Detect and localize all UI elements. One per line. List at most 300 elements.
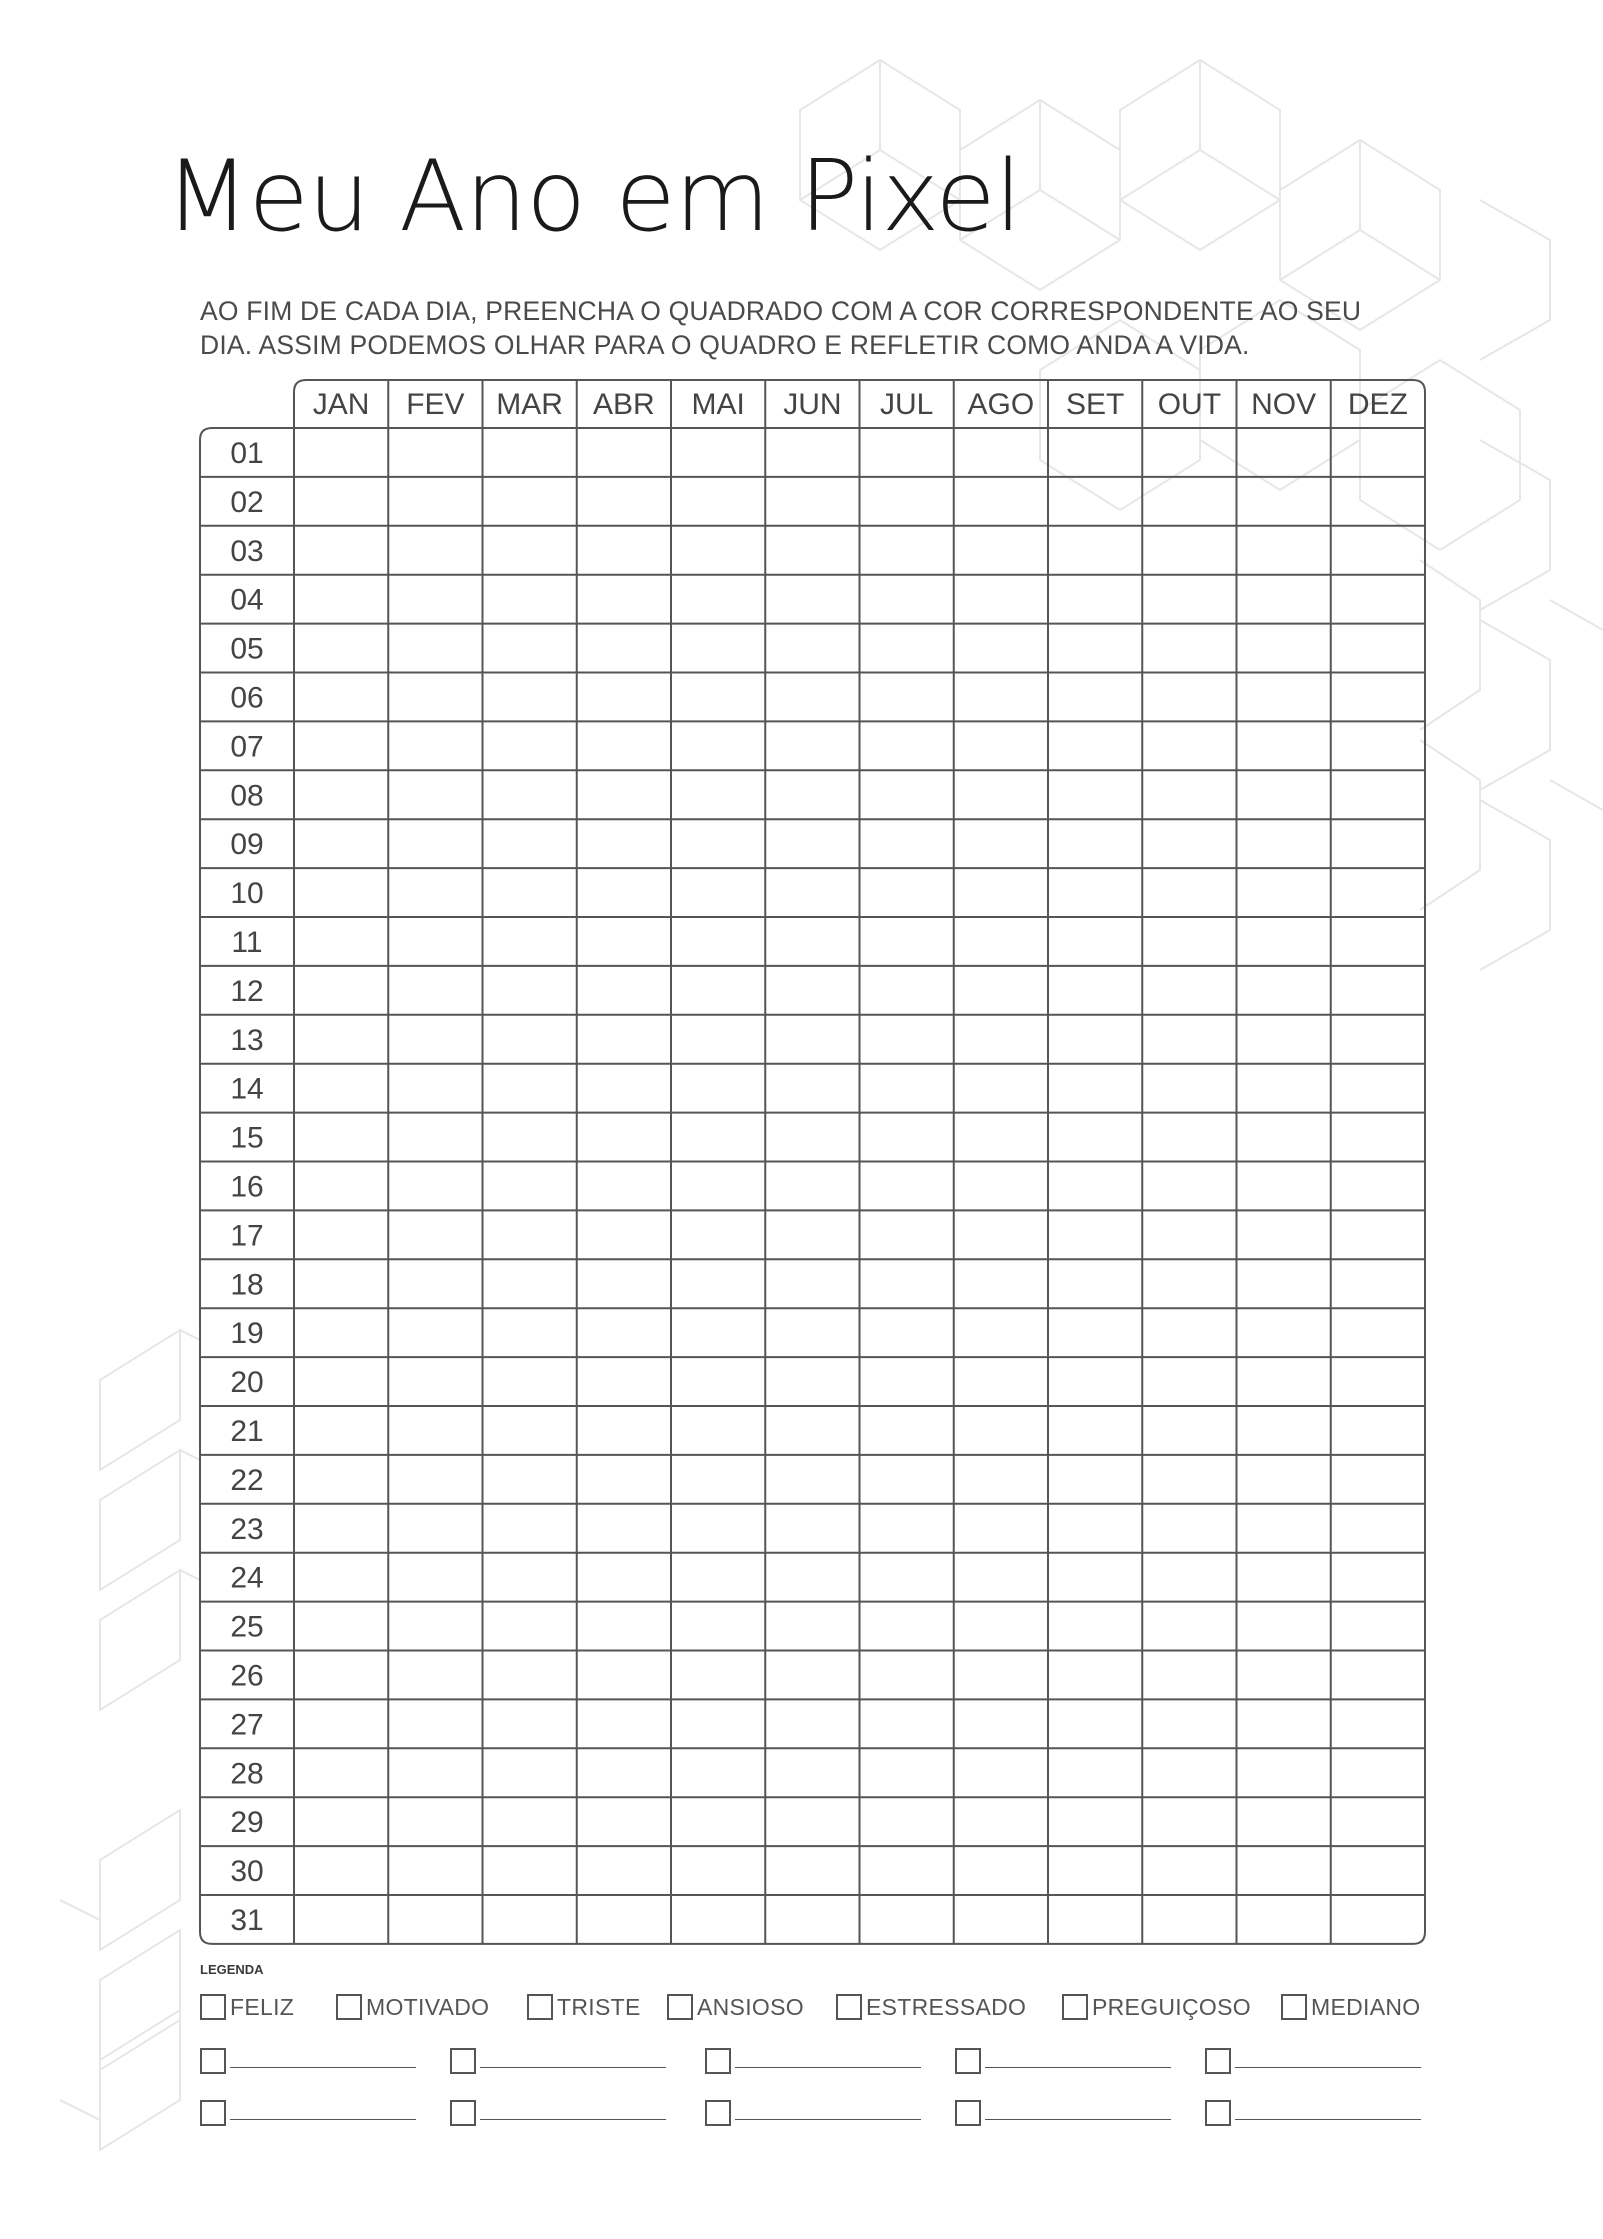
day-cell[interactable] bbox=[1049, 478, 1141, 525]
day-cell[interactable] bbox=[1049, 1358, 1141, 1405]
day-cell[interactable] bbox=[1049, 429, 1141, 476]
day-cell[interactable] bbox=[955, 1309, 1047, 1356]
day-cell[interactable] bbox=[861, 1749, 953, 1796]
day-cell[interactable] bbox=[861, 1652, 953, 1699]
custom-legend-item[interactable] bbox=[955, 2092, 1171, 2126]
day-cell[interactable] bbox=[861, 967, 953, 1014]
day-cell[interactable] bbox=[1238, 576, 1330, 623]
custom-legend-item[interactable] bbox=[705, 2040, 921, 2074]
day-cell[interactable] bbox=[1143, 1896, 1235, 1943]
day-cell[interactable] bbox=[1332, 1847, 1424, 1894]
day-cell[interactable] bbox=[955, 1358, 1047, 1405]
day-cell[interactable] bbox=[1238, 1603, 1330, 1650]
day-cell[interactable] bbox=[766, 1114, 858, 1161]
day-cell[interactable] bbox=[766, 527, 858, 574]
day-cell[interactable] bbox=[955, 1114, 1047, 1161]
day-cell[interactable] bbox=[672, 1554, 764, 1601]
day-cell[interactable] bbox=[766, 1163, 858, 1210]
day-cell[interactable] bbox=[295, 820, 387, 867]
day-cell[interactable] bbox=[1332, 722, 1424, 769]
day-cell[interactable] bbox=[955, 1163, 1047, 1210]
day-cell[interactable] bbox=[1238, 1260, 1330, 1307]
day-cell[interactable] bbox=[766, 820, 858, 867]
day-cell[interactable] bbox=[1049, 674, 1141, 721]
day-cell[interactable] bbox=[295, 1603, 387, 1650]
day-cell[interactable] bbox=[1049, 722, 1141, 769]
day-cell[interactable] bbox=[484, 967, 576, 1014]
legend-checkbox[interactable] bbox=[955, 2048, 981, 2074]
day-cell[interactable] bbox=[1238, 1847, 1330, 1894]
day-cell[interactable] bbox=[1332, 771, 1424, 818]
day-cell[interactable] bbox=[1049, 1407, 1141, 1454]
day-cell[interactable] bbox=[955, 1065, 1047, 1112]
day-cell[interactable] bbox=[861, 1358, 953, 1405]
day-cell[interactable] bbox=[955, 1700, 1047, 1747]
day-cell[interactable] bbox=[1049, 1896, 1141, 1943]
day-cell[interactable] bbox=[484, 1700, 576, 1747]
day-cell[interactable] bbox=[1238, 1163, 1330, 1210]
blank-label-line[interactable] bbox=[985, 2119, 1171, 2120]
day-cell[interactable] bbox=[955, 820, 1047, 867]
day-cell[interactable] bbox=[578, 674, 670, 721]
day-cell[interactable] bbox=[1049, 869, 1141, 916]
blank-label-line[interactable] bbox=[735, 2067, 921, 2068]
day-cell[interactable] bbox=[766, 1456, 858, 1503]
legend-checkbox[interactable] bbox=[336, 1994, 362, 2020]
day-cell[interactable] bbox=[295, 967, 387, 1014]
day-cell[interactable] bbox=[1049, 1847, 1141, 1894]
day-cell[interactable] bbox=[955, 1456, 1047, 1503]
day-cell[interactable] bbox=[484, 429, 576, 476]
legend-checkbox[interactable] bbox=[955, 2100, 981, 2126]
day-cell[interactable] bbox=[295, 429, 387, 476]
day-cell[interactable] bbox=[1332, 1114, 1424, 1161]
day-cell[interactable] bbox=[1143, 1456, 1235, 1503]
day-cell[interactable] bbox=[484, 1114, 576, 1161]
day-cell[interactable] bbox=[389, 429, 481, 476]
custom-legend-item[interactable] bbox=[200, 2092, 416, 2126]
day-cell[interactable] bbox=[672, 1114, 764, 1161]
day-cell[interactable] bbox=[1143, 576, 1235, 623]
day-cell[interactable] bbox=[1238, 1749, 1330, 1796]
day-cell[interactable] bbox=[1049, 1163, 1141, 1210]
legend-checkbox[interactable] bbox=[200, 2048, 226, 2074]
day-cell[interactable] bbox=[578, 1260, 670, 1307]
legend-checkbox[interactable] bbox=[705, 2048, 731, 2074]
day-cell[interactable] bbox=[484, 1358, 576, 1405]
legend-checkbox[interactable] bbox=[527, 1994, 553, 2020]
day-cell[interactable] bbox=[955, 429, 1047, 476]
day-cell[interactable] bbox=[1238, 918, 1330, 965]
day-cell[interactable] bbox=[861, 576, 953, 623]
day-cell[interactable] bbox=[578, 1309, 670, 1356]
day-cell[interactable] bbox=[766, 1358, 858, 1405]
day-cell[interactable] bbox=[1332, 1065, 1424, 1112]
day-cell[interactable] bbox=[1332, 1456, 1424, 1503]
day-cell[interactable] bbox=[766, 1016, 858, 1063]
day-cell[interactable] bbox=[766, 625, 858, 672]
legend-checkbox[interactable] bbox=[200, 1994, 226, 2020]
day-cell[interactable] bbox=[1049, 1749, 1141, 1796]
day-cell[interactable] bbox=[1332, 527, 1424, 574]
day-cell[interactable] bbox=[295, 1798, 387, 1845]
legend-item-estressado[interactable] bbox=[836, 1990, 1026, 2024]
day-cell[interactable] bbox=[295, 674, 387, 721]
day-cell[interactable] bbox=[672, 1309, 764, 1356]
legend-item-feliz[interactable] bbox=[200, 1990, 294, 2024]
day-cell[interactable] bbox=[484, 1798, 576, 1845]
day-cell[interactable] bbox=[766, 429, 858, 476]
day-cell[interactable] bbox=[1143, 771, 1235, 818]
day-cell[interactable] bbox=[766, 1896, 858, 1943]
day-cell[interactable] bbox=[955, 527, 1047, 574]
custom-legend-item[interactable] bbox=[450, 2092, 666, 2126]
day-cell[interactable] bbox=[389, 1211, 481, 1258]
day-cell[interactable] bbox=[1143, 674, 1235, 721]
day-cell[interactable] bbox=[484, 1407, 576, 1454]
day-cell[interactable] bbox=[861, 1554, 953, 1601]
day-cell[interactable] bbox=[389, 1896, 481, 1943]
day-cell[interactable] bbox=[389, 1065, 481, 1112]
legend-checkbox[interactable] bbox=[450, 2048, 476, 2074]
blank-label-line[interactable] bbox=[480, 2067, 666, 2068]
day-cell[interactable] bbox=[1143, 1652, 1235, 1699]
day-cell[interactable] bbox=[578, 820, 670, 867]
day-cell[interactable] bbox=[1143, 1114, 1235, 1161]
day-cell[interactable] bbox=[578, 1211, 670, 1258]
day-cell[interactable] bbox=[484, 1016, 576, 1063]
day-cell[interactable] bbox=[389, 625, 481, 672]
day-cell[interactable] bbox=[1332, 1211, 1424, 1258]
day-cell[interactable] bbox=[1332, 869, 1424, 916]
day-cell[interactable] bbox=[1332, 1163, 1424, 1210]
day-cell[interactable] bbox=[1049, 576, 1141, 623]
day-cell[interactable] bbox=[1238, 674, 1330, 721]
day-cell[interactable] bbox=[861, 1505, 953, 1552]
day-cell[interactable] bbox=[955, 1407, 1047, 1454]
day-cell[interactable] bbox=[295, 1114, 387, 1161]
day-cell[interactable] bbox=[1332, 429, 1424, 476]
legend-checkbox[interactable] bbox=[1281, 1994, 1307, 2020]
day-cell[interactable] bbox=[766, 1065, 858, 1112]
custom-legend-item[interactable] bbox=[200, 2040, 416, 2074]
custom-legend-item[interactable] bbox=[955, 2040, 1171, 2074]
day-cell[interactable] bbox=[766, 1211, 858, 1258]
day-cell[interactable] bbox=[955, 918, 1047, 965]
day-cell[interactable] bbox=[672, 869, 764, 916]
day-cell[interactable] bbox=[578, 1603, 670, 1650]
day-cell[interactable] bbox=[955, 869, 1047, 916]
day-cell[interactable] bbox=[389, 1163, 481, 1210]
day-cell[interactable] bbox=[861, 1163, 953, 1210]
day-cell[interactable] bbox=[1143, 1847, 1235, 1894]
day-cell[interactable] bbox=[389, 527, 481, 574]
day-cell[interactable] bbox=[578, 1798, 670, 1845]
day-cell[interactable] bbox=[389, 1309, 481, 1356]
day-cell[interactable] bbox=[578, 625, 670, 672]
day-cell[interactable] bbox=[1049, 1603, 1141, 1650]
blank-label-line[interactable] bbox=[1235, 2119, 1421, 2120]
day-cell[interactable] bbox=[295, 869, 387, 916]
day-cell[interactable] bbox=[766, 674, 858, 721]
day-cell[interactable] bbox=[766, 478, 858, 525]
day-cell[interactable] bbox=[295, 1505, 387, 1552]
day-cell[interactable] bbox=[1049, 1505, 1141, 1552]
day-cell[interactable] bbox=[484, 1260, 576, 1307]
day-cell[interactable] bbox=[484, 1652, 576, 1699]
day-cell[interactable] bbox=[672, 1505, 764, 1552]
day-cell[interactable] bbox=[672, 1016, 764, 1063]
day-cell[interactable] bbox=[766, 1700, 858, 1747]
day-cell[interactable] bbox=[955, 1652, 1047, 1699]
day-cell[interactable] bbox=[389, 1358, 481, 1405]
day-cell[interactable] bbox=[672, 1211, 764, 1258]
day-cell[interactable] bbox=[1332, 576, 1424, 623]
day-cell[interactable] bbox=[1049, 918, 1141, 965]
day-cell[interactable] bbox=[1238, 1211, 1330, 1258]
day-cell[interactable] bbox=[484, 869, 576, 916]
day-cell[interactable] bbox=[1332, 1260, 1424, 1307]
legend-checkbox[interactable] bbox=[1205, 2048, 1231, 2074]
day-cell[interactable] bbox=[672, 625, 764, 672]
day-cell[interactable] bbox=[672, 674, 764, 721]
day-cell[interactable] bbox=[389, 1554, 481, 1601]
legend-item-triste[interactable] bbox=[527, 1990, 641, 2024]
day-cell[interactable] bbox=[861, 820, 953, 867]
day-cell[interactable] bbox=[1049, 1652, 1141, 1699]
day-cell[interactable] bbox=[389, 1749, 481, 1796]
day-cell[interactable] bbox=[1143, 1163, 1235, 1210]
legend-item-ansioso[interactable] bbox=[667, 1990, 804, 2024]
day-cell[interactable] bbox=[672, 771, 764, 818]
custom-legend-item[interactable] bbox=[450, 2040, 666, 2074]
day-cell[interactable] bbox=[1143, 1505, 1235, 1552]
day-cell[interactable] bbox=[672, 1896, 764, 1943]
day-cell[interactable] bbox=[861, 1309, 953, 1356]
legend-checkbox[interactable] bbox=[705, 2100, 731, 2126]
day-cell[interactable] bbox=[672, 1407, 764, 1454]
day-cell[interactable] bbox=[484, 625, 576, 672]
day-cell[interactable] bbox=[861, 1065, 953, 1112]
day-cell[interactable] bbox=[1332, 1798, 1424, 1845]
day-cell[interactable] bbox=[1143, 1358, 1235, 1405]
day-cell[interactable] bbox=[1049, 1260, 1141, 1307]
day-cell[interactable] bbox=[766, 1798, 858, 1845]
day-cell[interactable] bbox=[389, 771, 481, 818]
day-cell[interactable] bbox=[1143, 1749, 1235, 1796]
day-cell[interactable] bbox=[1049, 1309, 1141, 1356]
day-cell[interactable] bbox=[861, 1407, 953, 1454]
day-cell[interactable] bbox=[295, 1456, 387, 1503]
day-cell[interactable] bbox=[1238, 722, 1330, 769]
day-cell[interactable] bbox=[484, 1749, 576, 1796]
day-cell[interactable] bbox=[672, 967, 764, 1014]
day-cell[interactable] bbox=[672, 527, 764, 574]
day-cell[interactable] bbox=[389, 1798, 481, 1845]
day-cell[interactable] bbox=[295, 1554, 387, 1601]
day-cell[interactable] bbox=[389, 918, 481, 965]
legend-item-preguicoso[interactable] bbox=[1062, 1990, 1251, 2024]
day-cell[interactable] bbox=[1049, 1016, 1141, 1063]
day-cell[interactable] bbox=[1143, 1554, 1235, 1601]
day-cell[interactable] bbox=[295, 1652, 387, 1699]
day-cell[interactable] bbox=[295, 1749, 387, 1796]
day-cell[interactable] bbox=[1332, 1407, 1424, 1454]
day-cell[interactable] bbox=[955, 722, 1047, 769]
day-cell[interactable] bbox=[1143, 1016, 1235, 1063]
day-cell[interactable] bbox=[484, 1896, 576, 1943]
day-cell[interactable] bbox=[484, 1847, 576, 1894]
day-cell[interactable] bbox=[1049, 1700, 1141, 1747]
custom-legend-item[interactable] bbox=[1205, 2092, 1421, 2126]
day-cell[interactable] bbox=[672, 576, 764, 623]
day-cell[interactable] bbox=[1238, 820, 1330, 867]
day-cell[interactable] bbox=[295, 1309, 387, 1356]
day-cell[interactable] bbox=[861, 527, 953, 574]
day-cell[interactable] bbox=[766, 1309, 858, 1356]
day-cell[interactable] bbox=[672, 1260, 764, 1307]
day-cell[interactable] bbox=[766, 1505, 858, 1552]
day-cell[interactable] bbox=[861, 1603, 953, 1650]
day-cell[interactable] bbox=[861, 674, 953, 721]
day-cell[interactable] bbox=[578, 576, 670, 623]
day-cell[interactable] bbox=[672, 1700, 764, 1747]
day-cell[interactable] bbox=[1332, 478, 1424, 525]
day-cell[interactable] bbox=[578, 771, 670, 818]
day-cell[interactable] bbox=[1332, 1016, 1424, 1063]
day-cell[interactable] bbox=[766, 1407, 858, 1454]
day-cell[interactable] bbox=[295, 527, 387, 574]
legend-checkbox[interactable] bbox=[1062, 1994, 1088, 2020]
day-cell[interactable] bbox=[1238, 1016, 1330, 1063]
day-cell[interactable] bbox=[295, 625, 387, 672]
day-cell[interactable] bbox=[955, 1749, 1047, 1796]
day-cell[interactable] bbox=[1332, 625, 1424, 672]
day-cell[interactable] bbox=[578, 1163, 670, 1210]
day-cell[interactable] bbox=[672, 1847, 764, 1894]
day-cell[interactable] bbox=[295, 1407, 387, 1454]
day-cell[interactable] bbox=[1238, 1700, 1330, 1747]
legend-checkbox[interactable] bbox=[450, 2100, 476, 2126]
day-cell[interactable] bbox=[389, 1456, 481, 1503]
blank-label-line[interactable] bbox=[230, 2067, 416, 2068]
day-cell[interactable] bbox=[484, 1163, 576, 1210]
day-cell[interactable] bbox=[578, 918, 670, 965]
day-cell[interactable] bbox=[295, 1896, 387, 1943]
day-cell[interactable] bbox=[1332, 1700, 1424, 1747]
day-cell[interactable] bbox=[1238, 1065, 1330, 1112]
day-cell[interactable] bbox=[295, 1260, 387, 1307]
day-cell[interactable] bbox=[578, 1700, 670, 1747]
day-cell[interactable] bbox=[672, 918, 764, 965]
day-cell[interactable] bbox=[955, 967, 1047, 1014]
day-cell[interactable] bbox=[1143, 1407, 1235, 1454]
day-cell[interactable] bbox=[1143, 918, 1235, 965]
day-cell[interactable] bbox=[1238, 1358, 1330, 1405]
day-cell[interactable] bbox=[1238, 1309, 1330, 1356]
day-cell[interactable] bbox=[389, 1700, 481, 1747]
day-cell[interactable] bbox=[578, 1896, 670, 1943]
day-cell[interactable] bbox=[484, 1309, 576, 1356]
day-cell[interactable] bbox=[861, 1896, 953, 1943]
day-cell[interactable] bbox=[578, 429, 670, 476]
day-cell[interactable] bbox=[1332, 1603, 1424, 1650]
day-cell[interactable] bbox=[1143, 1798, 1235, 1845]
blank-label-line[interactable] bbox=[1235, 2067, 1421, 2068]
day-cell[interactable] bbox=[672, 1603, 764, 1650]
day-cell[interactable] bbox=[578, 1554, 670, 1601]
day-cell[interactable] bbox=[1238, 1554, 1330, 1601]
day-cell[interactable] bbox=[1143, 820, 1235, 867]
day-cell[interactable] bbox=[1238, 478, 1330, 525]
day-cell[interactable] bbox=[1049, 1065, 1141, 1112]
day-cell[interactable] bbox=[766, 1749, 858, 1796]
day-cell[interactable] bbox=[1049, 625, 1141, 672]
day-cell[interactable] bbox=[1332, 820, 1424, 867]
day-cell[interactable] bbox=[1143, 478, 1235, 525]
day-cell[interactable] bbox=[295, 771, 387, 818]
day-cell[interactable] bbox=[766, 771, 858, 818]
day-cell[interactable] bbox=[861, 771, 953, 818]
day-cell[interactable] bbox=[955, 1798, 1047, 1845]
day-cell[interactable] bbox=[578, 1456, 670, 1503]
day-cell[interactable] bbox=[955, 625, 1047, 672]
day-cell[interactable] bbox=[578, 1749, 670, 1796]
day-cell[interactable] bbox=[766, 918, 858, 965]
day-cell[interactable] bbox=[484, 1554, 576, 1601]
day-cell[interactable] bbox=[766, 1260, 858, 1307]
day-cell[interactable] bbox=[484, 820, 576, 867]
day-cell[interactable] bbox=[672, 1798, 764, 1845]
day-cell[interactable] bbox=[578, 967, 670, 1014]
day-cell[interactable] bbox=[861, 1798, 953, 1845]
day-cell[interactable] bbox=[295, 722, 387, 769]
day-cell[interactable] bbox=[1049, 820, 1141, 867]
day-cell[interactable] bbox=[1049, 967, 1141, 1014]
day-cell[interactable] bbox=[295, 1700, 387, 1747]
legend-checkbox[interactable] bbox=[836, 1994, 862, 2020]
custom-legend-item[interactable] bbox=[1205, 2040, 1421, 2074]
day-cell[interactable] bbox=[861, 625, 953, 672]
day-cell[interactable] bbox=[861, 918, 953, 965]
day-cell[interactable] bbox=[484, 1211, 576, 1258]
day-cell[interactable] bbox=[295, 918, 387, 965]
day-cell[interactable] bbox=[484, 918, 576, 965]
day-cell[interactable] bbox=[484, 1065, 576, 1112]
day-cell[interactable] bbox=[295, 1065, 387, 1112]
day-cell[interactable] bbox=[766, 1847, 858, 1894]
day-cell[interactable] bbox=[955, 576, 1047, 623]
day-cell[interactable] bbox=[295, 576, 387, 623]
day-cell[interactable] bbox=[955, 771, 1047, 818]
day-cell[interactable] bbox=[295, 1358, 387, 1405]
day-cell[interactable] bbox=[1238, 527, 1330, 574]
day-cell[interactable] bbox=[484, 576, 576, 623]
day-cell[interactable] bbox=[955, 1260, 1047, 1307]
day-cell[interactable] bbox=[766, 869, 858, 916]
blank-label-line[interactable] bbox=[985, 2067, 1171, 2068]
day-cell[interactable] bbox=[766, 576, 858, 623]
day-cell[interactable] bbox=[1332, 1896, 1424, 1943]
day-cell[interactable] bbox=[1049, 527, 1141, 574]
day-cell[interactable] bbox=[766, 967, 858, 1014]
blank-label-line[interactable] bbox=[480, 2119, 666, 2120]
day-cell[interactable] bbox=[955, 674, 1047, 721]
day-cell[interactable] bbox=[389, 1652, 481, 1699]
day-cell[interactable] bbox=[672, 1358, 764, 1405]
day-cell[interactable] bbox=[861, 1114, 953, 1161]
day-cell[interactable] bbox=[766, 722, 858, 769]
